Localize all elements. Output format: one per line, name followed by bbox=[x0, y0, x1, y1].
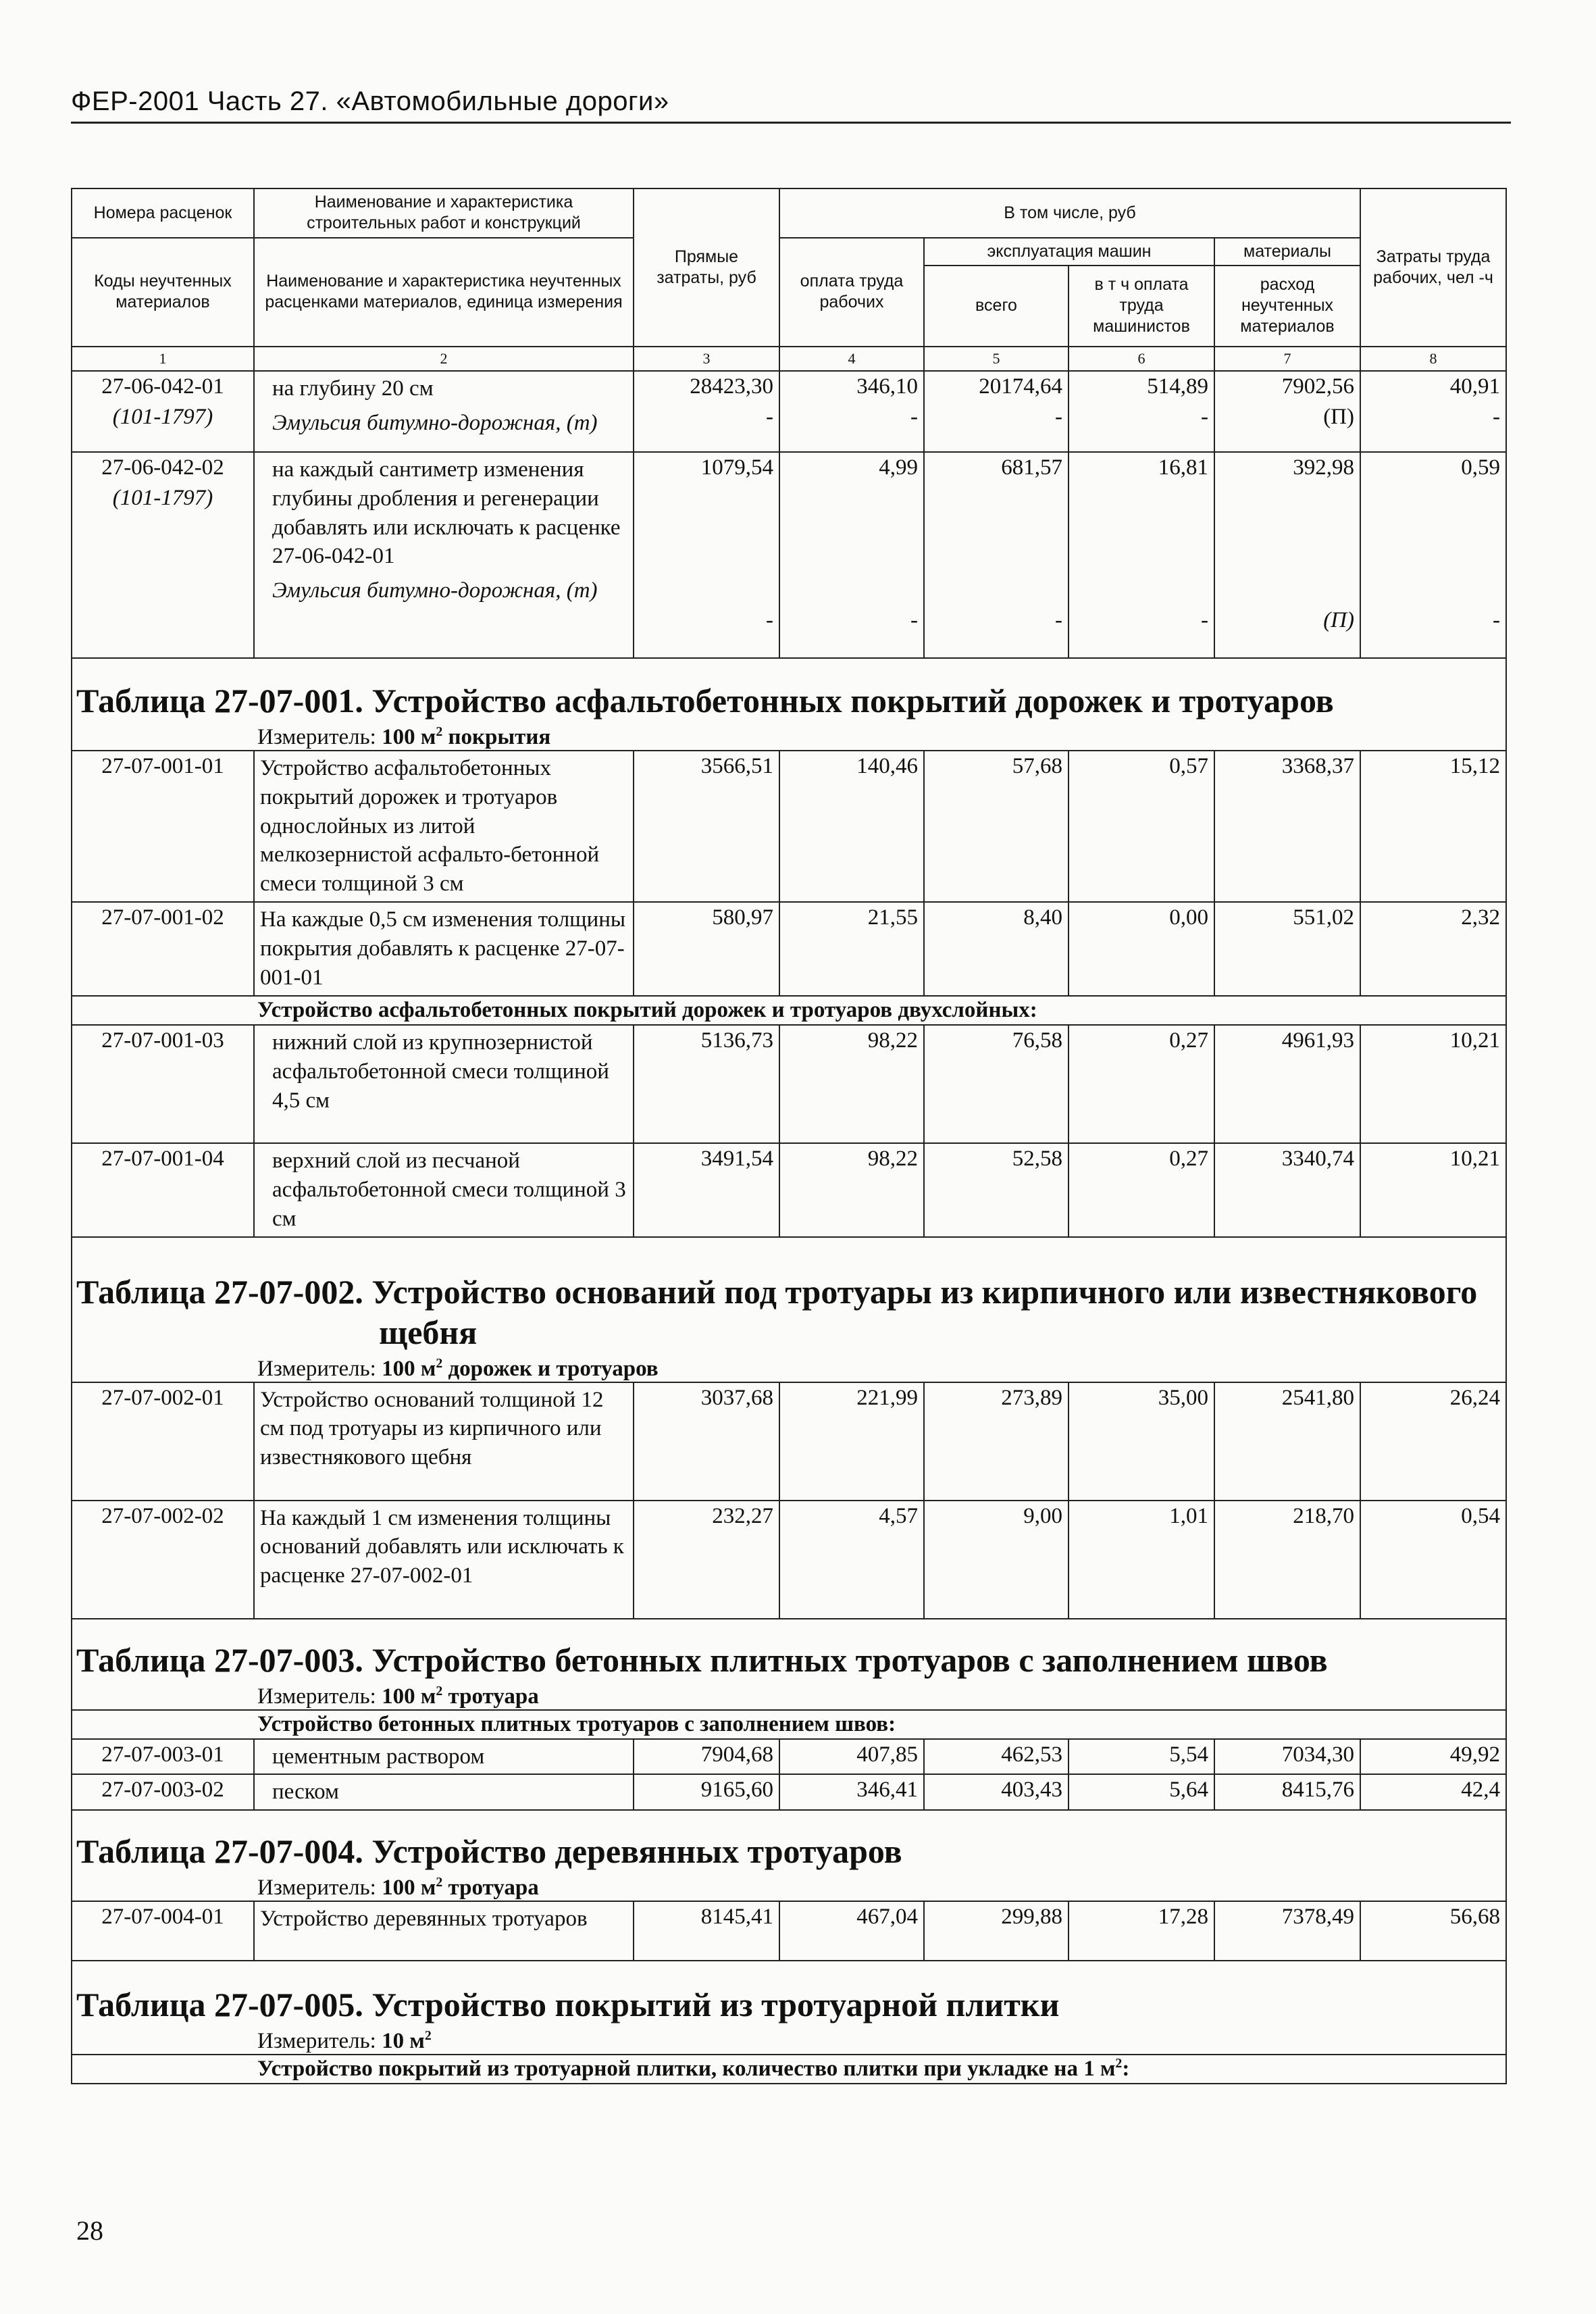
labor-pay: 98,22 bbox=[779, 1143, 924, 1237]
machines-total: 462,53 bbox=[924, 1739, 1069, 1775]
header-incl: В том числе, руб bbox=[779, 188, 1360, 238]
group-heading: Устройство бетонных плитных тротуаров с заполнением швов: bbox=[72, 1710, 1506, 1739]
labor-pay: 98,22 bbox=[779, 1025, 924, 1143]
labor-cost: 15,12 bbox=[1360, 751, 1506, 902]
machines-labor: 35,00 bbox=[1069, 1382, 1214, 1501]
table-row bbox=[72, 751, 1506, 902]
machines-labor: 1,01 bbox=[1069, 1501, 1214, 1619]
machines-total: 57,68 bbox=[924, 751, 1069, 902]
material-name: Эмульсия битумно-дорожная, (т) bbox=[272, 578, 598, 603]
materials: 551,02 bbox=[1214, 902, 1360, 996]
machines-total: 8,40 bbox=[924, 902, 1069, 996]
table-row bbox=[72, 1739, 1506, 1775]
meter: Измеритель: 100 $м^2$ тротуара bbox=[72, 1874, 1506, 1901]
header-materials: материалы bbox=[1214, 238, 1360, 266]
meter: Измеритель: 100 $м^2$ покрытия bbox=[72, 724, 1506, 751]
table-row bbox=[72, 1901, 1506, 1961]
table-row: 27-06-042-01 (101-1797) на глубину 20 см Эмульсия битумно-дорожная, (т) 28423,30 - 346,10 - 20174,64 - 514,89 - 7902,56 (П) 40,91 - bbox=[72, 371, 1506, 452]
materials: 392,98 bbox=[1293, 455, 1354, 480]
table-row bbox=[72, 1382, 1506, 1501]
column-numbers-row: 1 2 3 4 5 6 7 8 bbox=[72, 347, 1506, 371]
machines-total: 681,57 bbox=[1001, 455, 1062, 480]
material-code: (101-1797) bbox=[112, 404, 213, 429]
materials: 8415,76 bbox=[1214, 1774, 1360, 1810]
direct-costs: 3491,54 bbox=[634, 1143, 779, 1237]
header-machines: эксплуатация машин bbox=[924, 238, 1214, 266]
labor-cost: 10,21 bbox=[1360, 1025, 1506, 1143]
labor-cost: 2,32 bbox=[1360, 902, 1506, 996]
table-row: 27-06-042-02 (101-1797) на каждый сантиметр изменения глубины дробления и регенерации добавлять или исключать к расценке 27-06-042-01 Эмульсия битумно-дорожная, (т) 1079,54 - 4,99 - 681,57 - 16,81 - 392,98 (П) 0,59 - bbox=[72, 452, 1506, 658]
table-title: Таблица 27-07-002. Устройство оснований под тротуары из кирпичного или известнякового щебня bbox=[72, 1265, 1506, 1355]
row-code: 27-07-003-01 bbox=[72, 1739, 254, 1775]
machines-labor: 0,27 bbox=[1069, 1025, 1214, 1143]
running-header: ФЕР-2001 Часть 27. «Автомобильные дороги» bbox=[71, 86, 669, 116]
row-code: 27-07-001-01 bbox=[72, 751, 254, 902]
table-row bbox=[72, 1774, 1506, 1810]
row-description: песком bbox=[254, 1774, 634, 1810]
row-code: 27-07-002-01 bbox=[72, 1382, 254, 1501]
header-machines-total: всего bbox=[924, 266, 1069, 347]
header-rule bbox=[71, 122, 1511, 124]
materials: 3340,74 bbox=[1214, 1143, 1360, 1237]
machines-total: 76,58 bbox=[924, 1025, 1069, 1143]
materials: 3368,37 bbox=[1214, 751, 1360, 902]
material-code: (101-1797) bbox=[112, 485, 213, 510]
table-title: Таблица 27-07-001. Устройство асфальтобетонных покрытий дорожек и тротуаров bbox=[72, 674, 1506, 724]
row-description: Устройство оснований толщиной 12 см под тротуары из кирпичного или известнякового щебня bbox=[254, 1382, 634, 1501]
header-labor-cost: Затраты труда рабочих, чел -ч bbox=[1360, 188, 1506, 347]
machines-total: 403,43 bbox=[924, 1774, 1069, 1810]
labor-pay: 4,99 bbox=[879, 455, 918, 480]
header-direct-costs: Прямые затраты, руб bbox=[634, 188, 779, 347]
labor-pay: 346,10 bbox=[856, 374, 918, 399]
labor-cost: 26,24 bbox=[1360, 1382, 1506, 1501]
table-row bbox=[72, 1501, 1506, 1619]
direct-costs: 8145,41 bbox=[634, 1901, 779, 1961]
row-description: На каждые 0,5 см изменения толщины покрытия добавлять к расценке 27-07-001-01 bbox=[254, 902, 634, 996]
machines-labor: 5,54 bbox=[1069, 1739, 1214, 1775]
labor-cost: 56,68 bbox=[1360, 1901, 1506, 1961]
machines-total: 52,58 bbox=[924, 1143, 1069, 1237]
labor-cost: 0,59 bbox=[1461, 455, 1500, 480]
header-name-bottom: Наименование и характеристика неучтенных расценками материалов, единица измерения bbox=[254, 238, 634, 347]
row-description: на глубину 20 см bbox=[272, 376, 434, 401]
row-code: 27-07-004-01 bbox=[72, 1901, 254, 1961]
row-code: 27-07-002-02 bbox=[72, 1501, 254, 1619]
header-codes-bottom: Коды неучтенных материалов bbox=[72, 238, 254, 347]
labor-cost: 40,91 bbox=[1449, 374, 1500, 399]
machines-labor: 514,89 bbox=[1147, 374, 1208, 399]
direct-costs: 5136,73 bbox=[634, 1025, 779, 1143]
materials: 218,70 bbox=[1214, 1501, 1360, 1619]
machines-total: 273,89 bbox=[924, 1382, 1069, 1501]
machines-total: 9,00 bbox=[924, 1501, 1069, 1619]
machines-labor: 5,64 bbox=[1069, 1774, 1214, 1810]
machines-total: 299,88 bbox=[924, 1901, 1069, 1961]
row-description: Устройство деревянных тротуаров bbox=[254, 1901, 634, 1961]
header-labor-pay: оплата труда рабочих bbox=[779, 238, 924, 347]
row-description: нижний слой из крупнозернистой асфальтобетонной смеси толщиной 4,5 см bbox=[254, 1025, 634, 1143]
row-description: цементным раствором bbox=[254, 1739, 634, 1775]
machines-labor: 0,27 bbox=[1069, 1143, 1214, 1237]
materials: 2541,80 bbox=[1214, 1382, 1360, 1501]
table-row bbox=[72, 902, 1506, 996]
machines-labor: 0,00 bbox=[1069, 902, 1214, 996]
header-machines-incl: в т ч оплата труда машинистов bbox=[1069, 266, 1214, 347]
materials: 7378,49 bbox=[1214, 1901, 1360, 1961]
row-code: 27-07-001-02 bbox=[72, 902, 254, 996]
row-code: 27-06-042-01 bbox=[101, 374, 224, 399]
labor-cost: 49,92 bbox=[1360, 1739, 1506, 1775]
table-title: Таблица 27-07-005. Устройство покрытий из тротуарной плитки bbox=[72, 1978, 1506, 2028]
price-table bbox=[71, 188, 1507, 2084]
labor-pay: 467,04 bbox=[779, 1901, 924, 1961]
labor-pay: 4,57 bbox=[779, 1501, 924, 1619]
row-description: На каждый 1 см изменения толщины оснований добавлять или исключать к расценке 27-07-002-01 bbox=[254, 1501, 634, 1619]
direct-costs: 9165,60 bbox=[634, 1774, 779, 1810]
labor-pay: 346,41 bbox=[779, 1774, 924, 1810]
machines-total: 20174,64 bbox=[979, 374, 1062, 399]
group-heading: Устройство покрытий из тротуарной плитки, количество плитки при укладке на 1 $м^2$: bbox=[72, 2055, 1506, 2084]
labor-pay: 21,55 bbox=[779, 902, 924, 996]
meter: Измеритель: 100 $м^2$ тротуара bbox=[72, 1683, 1506, 1710]
header-codes-top: Номера расценок bbox=[72, 188, 254, 238]
row-description: на каждый сантиметр изменения глубины дробления и регенерации добавлять или исключать к расценке 27-06-042-01 bbox=[272, 457, 621, 569]
materials: 4961,93 bbox=[1214, 1025, 1360, 1143]
direct-costs: 3037,68 bbox=[634, 1382, 779, 1501]
labor-pay: 140,46 bbox=[779, 751, 924, 902]
machines-labor: 16,81 bbox=[1158, 455, 1208, 480]
group-heading: Устройство асфальтобетонных покрытий дорожек и тротуаров двухслойных: bbox=[72, 996, 1506, 1025]
header-materials-consumption: расход неучтенных материалов bbox=[1214, 266, 1360, 347]
direct-costs: 7904,68 bbox=[634, 1739, 779, 1775]
materials: 7902,56 bbox=[1281, 374, 1354, 399]
table-row bbox=[72, 1143, 1506, 1237]
labor-cost: 42,4 bbox=[1360, 1774, 1506, 1810]
table-title: Таблица 27-07-003. Устройство бетонных плитных тротуаров с заполнением швов bbox=[72, 1633, 1506, 1683]
labor-cost: 10,21 bbox=[1360, 1143, 1506, 1237]
row-description: Устройство асфальтобетонных покрытий дорожек и тротуаров однослойных из литой мелкозернистой асфальто-бетонной смеси толщиной 3 см bbox=[254, 751, 634, 902]
direct-costs: 3566,51 bbox=[634, 751, 779, 902]
labor-pay: 221,99 bbox=[779, 1382, 924, 1501]
labor-pay: 407,85 bbox=[779, 1739, 924, 1775]
meter: Измеритель: 10 $м^2$ bbox=[72, 2028, 1506, 2055]
row-code: 27-06-042-02 bbox=[101, 455, 224, 480]
meter: Измеритель: 100 $м^2$ дорожек и тротуаров bbox=[72, 1355, 1506, 1382]
row-description: верхний слой из песчаной асфальтобетонной смеси толщиной 3 см bbox=[254, 1143, 634, 1237]
direct-costs: 580,97 bbox=[634, 902, 779, 996]
page-number: 28 bbox=[76, 2215, 103, 2246]
machines-labor: 0,57 bbox=[1069, 751, 1214, 902]
labor-cost: 0,54 bbox=[1360, 1501, 1506, 1619]
row-code: 27-07-001-04 bbox=[72, 1143, 254, 1237]
materials: 7034,30 bbox=[1214, 1739, 1360, 1775]
direct-costs: 28423,30 bbox=[690, 374, 773, 399]
header-name-top: Наименование и характеристика строительных работ и конструкций bbox=[254, 188, 634, 238]
material-name: Эмульсия битумно-дорожная, (т) bbox=[272, 410, 598, 435]
direct-costs: 1079,54 bbox=[700, 455, 773, 480]
table-row bbox=[72, 1025, 1506, 1143]
row-code: 27-07-001-03 bbox=[72, 1025, 254, 1143]
machines-labor: 17,28 bbox=[1069, 1901, 1214, 1961]
table-title: Таблица 27-07-004. Устройство деревянных тротуаров bbox=[72, 1824, 1506, 1874]
direct-costs: 232,27 bbox=[634, 1501, 779, 1619]
row-code: 27-07-003-02 bbox=[72, 1774, 254, 1810]
